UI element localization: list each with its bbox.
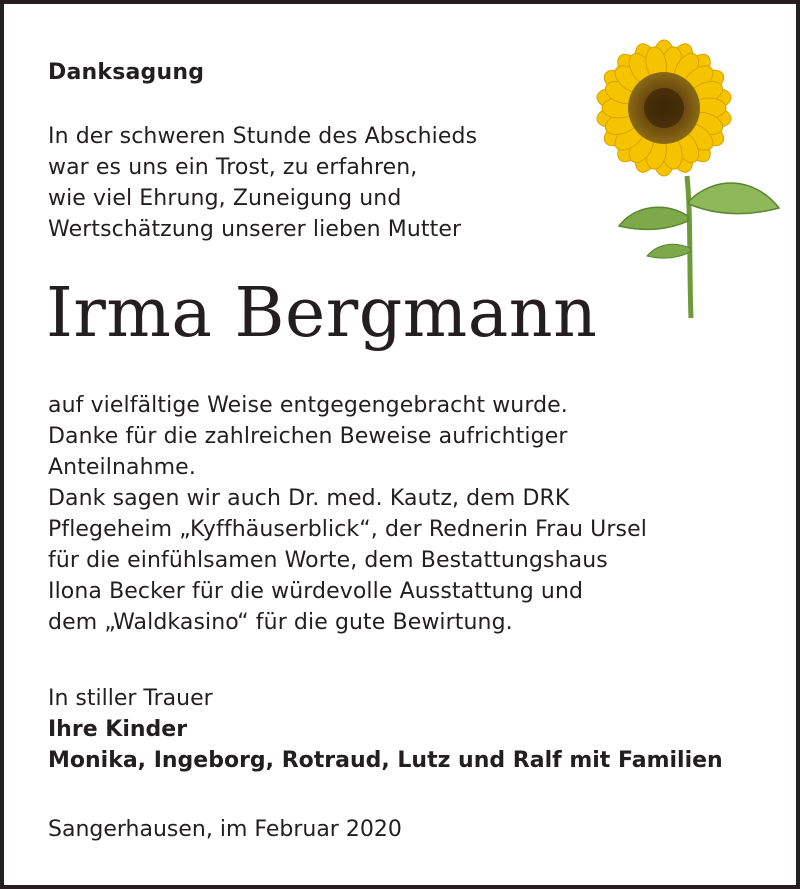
thanks-text bbox=[48, 390, 647, 638]
thanks-line: Pflegeheim „Kyffhäuserblick“, der Rednerin Frau Ursel bbox=[48, 517, 647, 542]
thanks-line: auf vielfältige Weise entgegengebracht wurde. bbox=[48, 393, 568, 418]
place-date: Sangerhausen, im Februar 2020 bbox=[48, 817, 402, 842]
thanks-line: Danke für die zahlreichen Beweise aufrichtiger bbox=[48, 424, 568, 449]
mourning-block bbox=[48, 683, 723, 776]
thanks-line: Anteilnahme. bbox=[48, 455, 196, 480]
intro-line: In der schweren Stunde des Abschieds bbox=[48, 124, 478, 149]
sunflower-icon bbox=[579, 26, 789, 326]
thanks-line: Ilona Becker für die würdevolle Ausstattung und bbox=[48, 579, 584, 604]
mourning-intro: In stiller Trauer bbox=[48, 686, 213, 711]
family-title: Ihre Kinder bbox=[48, 717, 188, 742]
intro-text bbox=[48, 121, 477, 245]
family-names: Monika, Ingeborg, Rotraud, Lutz und Ralf mit Familien bbox=[48, 748, 723, 773]
intro-line: Wertschätzung unserer lieben Mutter bbox=[48, 217, 462, 242]
thanks-line: dem „Waldkasino“ für die gute Bewirtung. bbox=[48, 610, 513, 635]
notice-heading: Danksagung bbox=[48, 60, 205, 85]
intro-line: wie viel Ehrung, Zuneigung und bbox=[48, 186, 402, 211]
deceased-name: Irma Bergmann bbox=[46, 274, 598, 353]
thanks-line: für die einfühlsamen Worte, dem Bestattungshaus bbox=[48, 548, 608, 573]
intro-line: war es uns ein Trost, zu erfahren, bbox=[48, 155, 418, 180]
thanks-line: Dank sagen wir auch Dr. med. Kautz, dem DRK bbox=[48, 486, 570, 511]
